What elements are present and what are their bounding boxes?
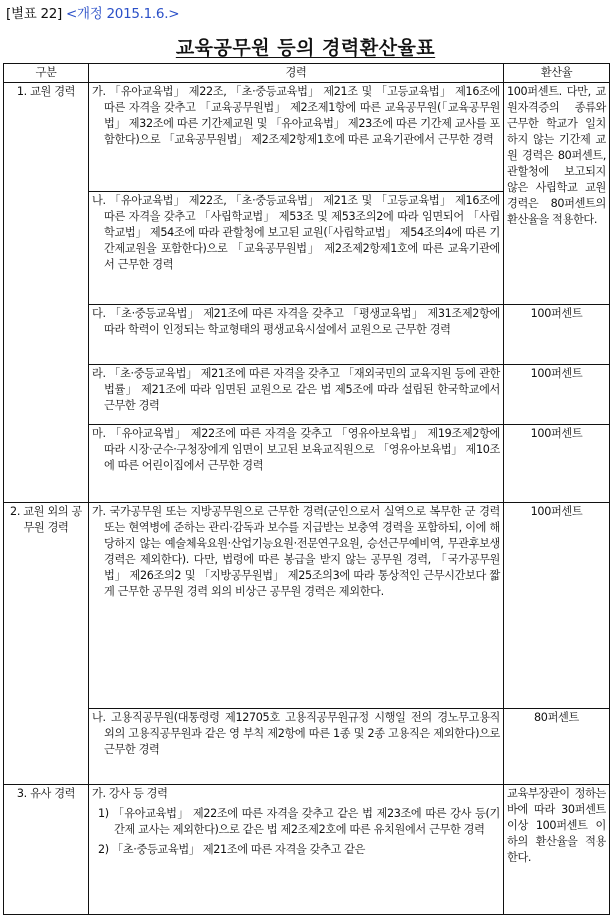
table-header-row [4,64,610,83]
career-1e: 마. 「유아교육법」 제22조에 따른 자격을 갖추고 「영유아보육법」 제19조제2항에 따라 시장·군수·구청장에게 임면이 보고된 보육교직원으로 「영유아보육법」 제10조에 따른 어린이집에서 근무한 경력 [89,425,504,503]
category-other-public: 2. 교원 외의 공무원 경력 [4,503,89,785]
table-header [6,2,179,22]
career-1b: 나. 「유아교육법」 제22조, 「초·중등교육법」 제21조 및 「고등교육법」 제16조에 따른 자격을 갖추고 「사립학교법」 제53조 및 제53조의2에 따라 임면되어 「사립학교법」 제54조에 따라 관할청에 보고된 교원(「사립학교법」 제54조의4에 따른 기간제교원을 포함한다)으로 「교육공무원법」 제2조제2항제1호에 따른 교육기관에서 근무한 경력 [89,192,504,305]
career-1d: 라. 「초·중등교육법」 제21조에 따른 자격을 갖추고 「재외국민의 교육지원 등에 관한 법률」 제21조에 따라 임면된 교원으로 같은 법 제5조에 따라 설립된 한국학교에서 근무한 경력 [89,365,504,425]
career-3a: 가. 강사 등 경력 1) 「유아교육법」 제22조에 따른 자격을 갖추고 같은 법 제23조에 따른 강사 등(기간제 교사는 제외한다)으로 같은 법 제2조제2호에 따른 유치원에서 근무한 경력 2) 「초·중등교육법」 제21조에 따른 자격을 갖추고 같은 [89,785,504,915]
conversion-rate-table [3,63,610,915]
career-3a2: 2) 「초·중등교육법」 제21조에 따른 자격을 갖추고 같은 [98,843,366,856]
career-1a: 가. 「유아교육법」 제22조, 「초·중등교육법」 제21조 및 「고등교육법」 제16조에 따른 자격을 갖추고 「교육공무원법」 제2조제1항에 따른 교육공무원(「교육공무원법」 제32조에 따른 기간제교원 및 「유아교육법」 제23조에 따른 기간제 교사를 포함한다)으로 「교육공무원법」 제2조제2항제1호에 따른 교육기관에서 근무한 경력 [89,83,504,192]
career-2a: 가. 국가공무원 또는 지방공무원으로 근무한 경력(군인으로서 실역으로 복무한 군 경력 또는 현역병에 준하는 관리·감독과 보수를 지급받는 보충역 경력을 포함하되, 이에 해당하지 않는 예술체육요원·산업기능요원·전문연구요원, 승선근무예비역, 무관후보생 경력은 제외한다). 다만, 법령에 따른 봉급을 받지 않는 공무원 경력, 「국가공무원법」 제26조의2 및 「지방공무원법」 제25조의3에 따라 통상적인 근무시간보다 짧게 근무한 공무원 경력 외의 비상근 공무원 경력은 제외한다. [89,503,504,709]
career-1c: 다. 「초·중등교육법」 제21조에 따른 자격을 갖추고 「평생교육법」 제31조제2항에 따라 학력이 인정되는 학교형태의 평생교육시설에서 교원으로 근무한 경력 [89,305,504,365]
career-3a1: 1) 「유아교육법」 제22조에 따른 자격을 갖추고 같은 법 제23조에 따른 강사 등(기간제 교사는 제외한다)으로 같은 법 제2조제2호에 따른 유치원에서 근무한 경력 [98,807,500,836]
rate-2a: 100퍼센트 [504,503,610,709]
rate-1d: 100퍼센트 [504,365,610,425]
rate-2b: 80퍼센트 [504,709,610,785]
column-header-career: 경력 [89,64,504,83]
rate-1c: 100퍼센트 [504,305,610,365]
table-row [4,305,610,365]
table-row [4,503,610,709]
rate-3: 교육부장관이 정하는 바에 따라 30퍼센트 이상 100퍼센트 이하의 환산율을 적용한다. [504,785,610,915]
column-header-category: 구분 [4,64,89,83]
table-row [4,365,610,425]
page-title: 교육공무원 등의 경력환산율표 [175,37,436,59]
revision-date: <개정 2015.1.6.> [66,6,180,22]
table-row [4,709,610,785]
career-2b: 나. 고용직공무원(대통령령 제12705호 고용직공무원규정 시행일 전의 경노무고용직 외의 고용직공무원과 같은 영 부칙 제2항에 따른 1종 및 2종 고용직은 제외한다)으로 근무한 경력 [89,709,504,785]
category-similar: 3. 유사 경력 [4,785,89,915]
table-row [4,425,610,503]
column-header-rate: 환산율 [504,64,610,83]
rate-1e: 100퍼센트 [504,425,610,503]
category-teacher: 1. 교원 경력 [4,83,89,503]
rate-1ab: 100퍼센트. 다만, 교원자격증의 종류와 근무한 학교가 일치하지 않는 기간제 교원 경력은 80퍼센트, 관할청에 보고되지 않은 사립학교 교원 경력은 80퍼센트의 환산율을 적용한다. [504,83,610,305]
table-row [4,83,610,192]
table-number: [별표 22] [6,6,62,22]
table-row [4,785,610,915]
